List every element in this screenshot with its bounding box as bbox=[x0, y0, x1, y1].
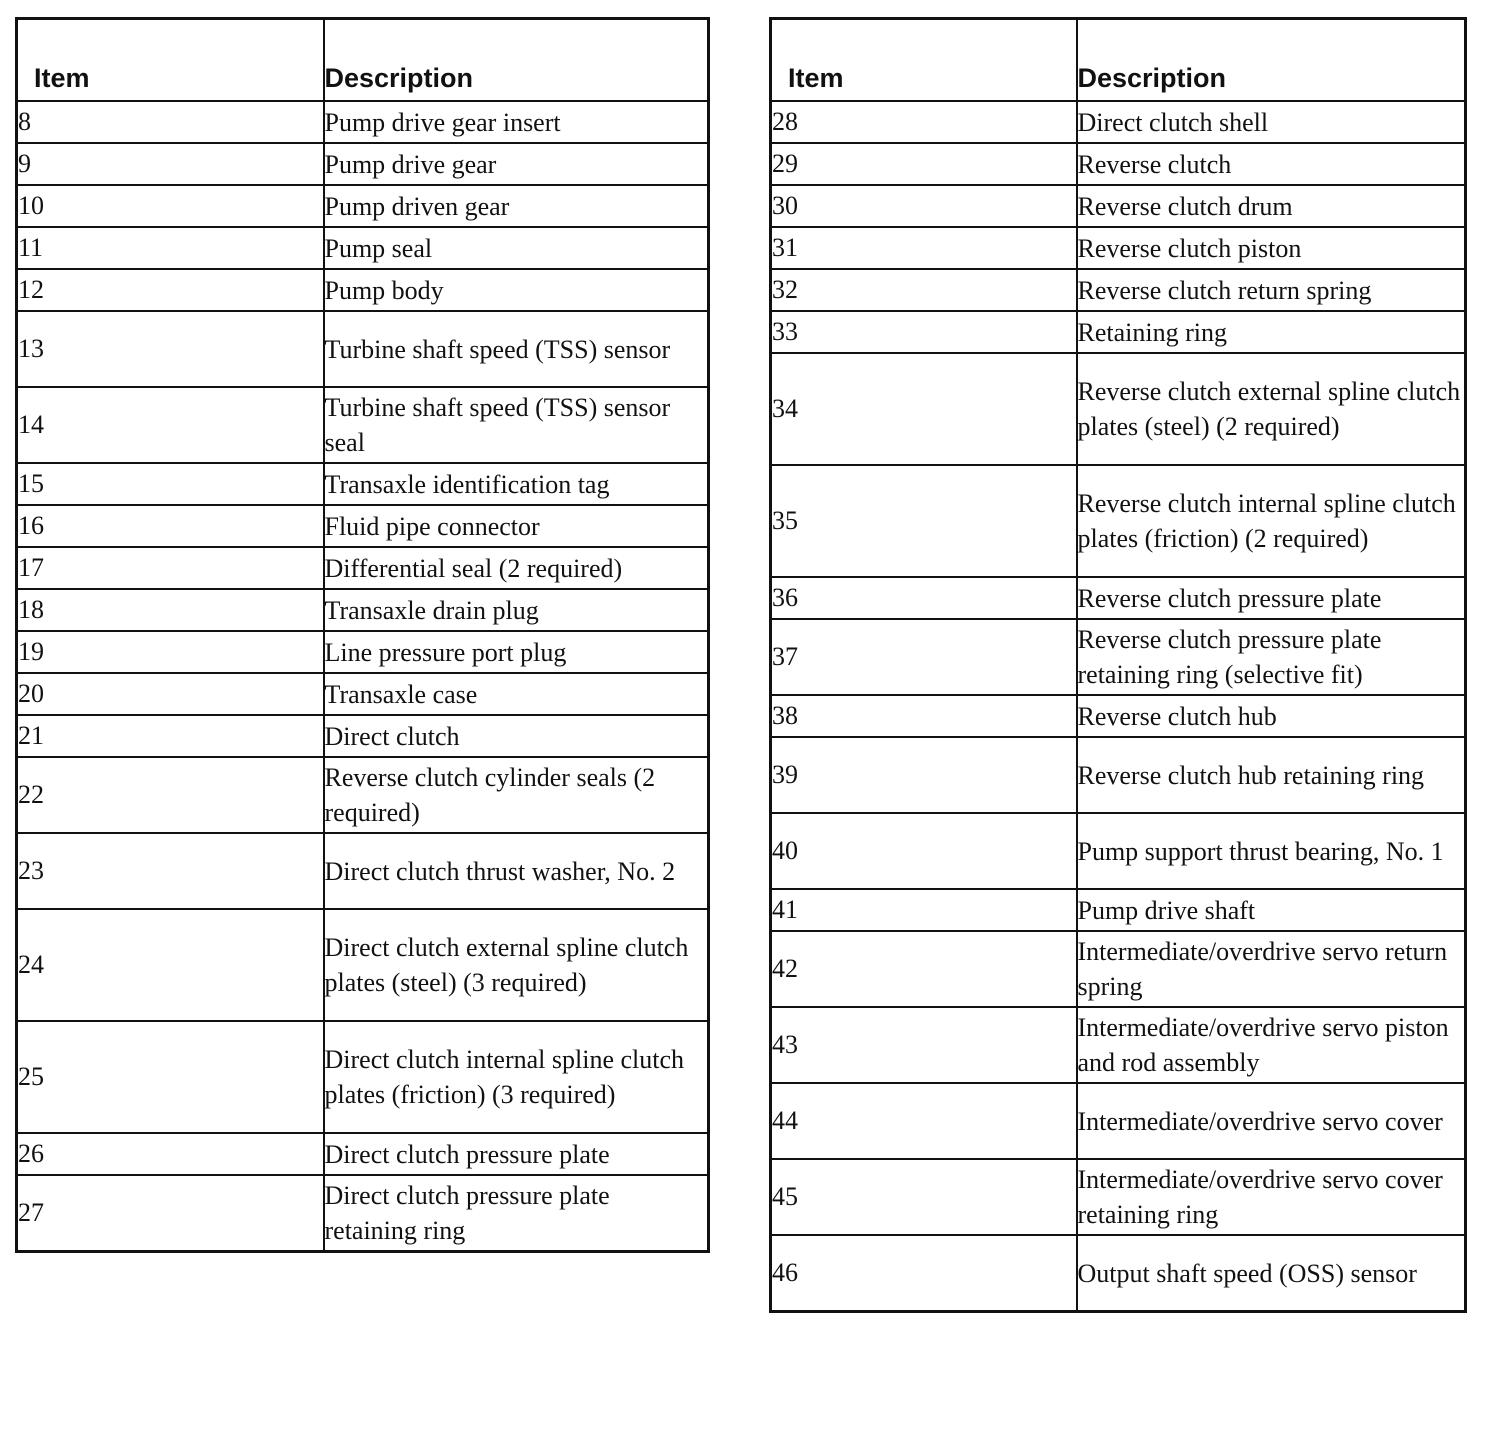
table-row bbox=[771, 269, 1466, 311]
item-number: 11 bbox=[17, 227, 324, 269]
table-row bbox=[771, 577, 1466, 619]
header-item: Item bbox=[771, 19, 1077, 102]
item-description: Reverse clutch drum bbox=[1077, 185, 1466, 227]
header-row bbox=[771, 19, 1466, 102]
item-number: 31 bbox=[771, 227, 1077, 269]
table-row bbox=[17, 589, 709, 631]
item-description: Transaxle identification tag bbox=[324, 463, 709, 505]
item-description: Reverse clutch cylinder seals (2 required) bbox=[324, 757, 709, 833]
item-description: Reverse clutch return spring bbox=[1077, 269, 1466, 311]
table-row bbox=[771, 1235, 1466, 1312]
table-row bbox=[771, 931, 1466, 1007]
parts-table-left bbox=[15, 17, 710, 1253]
item-number: 22 bbox=[17, 757, 324, 833]
item-description: Pump body bbox=[324, 269, 709, 311]
item-number: 41 bbox=[771, 889, 1077, 931]
table-row bbox=[771, 311, 1466, 353]
item-number: 27 bbox=[17, 1175, 324, 1252]
item-number: 13 bbox=[17, 311, 324, 387]
item-description: Reverse clutch pressure plate retaining ring (selective fit) bbox=[1077, 619, 1466, 695]
table-row bbox=[17, 1133, 709, 1175]
item-number: 36 bbox=[771, 577, 1077, 619]
item-number: 8 bbox=[17, 101, 324, 143]
item-description: Intermediate/overdrive servo cover retaining ring bbox=[1077, 1159, 1466, 1235]
item-number: 32 bbox=[771, 269, 1077, 311]
table-row bbox=[17, 1021, 709, 1133]
item-description: Pump drive gear bbox=[324, 143, 709, 185]
item-description: Reverse clutch external spline clutch plates (steel) (2 required) bbox=[1077, 353, 1466, 465]
header-description: Description bbox=[1077, 19, 1466, 102]
header-item: Item bbox=[17, 19, 324, 102]
table-row bbox=[771, 1083, 1466, 1159]
item-description: Pump support thrust bearing, No. 1 bbox=[1077, 813, 1466, 889]
item-description: Reverse clutch internal spline clutch plates (friction) (2 required) bbox=[1077, 465, 1466, 577]
item-number: 9 bbox=[17, 143, 324, 185]
item-number: 25 bbox=[17, 1021, 324, 1133]
table-row bbox=[17, 387, 709, 463]
table-row bbox=[771, 143, 1466, 185]
item-description: Reverse clutch bbox=[1077, 143, 1466, 185]
item-number: 37 bbox=[771, 619, 1077, 695]
item-description: Differential seal (2 required) bbox=[324, 547, 709, 589]
table-row bbox=[17, 909, 709, 1021]
item-description: Line pressure port plug bbox=[324, 631, 709, 673]
item-description: Retaining ring bbox=[1077, 311, 1466, 353]
item-description: Turbine shaft speed (TSS) sensor bbox=[324, 311, 709, 387]
item-description: Transaxle case bbox=[324, 673, 709, 715]
item-description: Intermediate/overdrive servo return spring bbox=[1077, 931, 1466, 1007]
header-description: Description bbox=[324, 19, 709, 102]
header-row bbox=[17, 19, 709, 102]
item-number: 17 bbox=[17, 547, 324, 589]
table-row bbox=[771, 813, 1466, 889]
item-number: 43 bbox=[771, 1007, 1077, 1083]
table-row bbox=[771, 695, 1466, 737]
table-row bbox=[771, 1159, 1466, 1235]
table-row bbox=[771, 101, 1466, 143]
item-description: Pump drive gear insert bbox=[324, 101, 709, 143]
item-number: 21 bbox=[17, 715, 324, 757]
item-number: 26 bbox=[17, 1133, 324, 1175]
item-description: Transaxle drain plug bbox=[324, 589, 709, 631]
item-description: Direct clutch pressure plate bbox=[324, 1133, 709, 1175]
item-description: Pump drive shaft bbox=[1077, 889, 1466, 931]
item-number: 44 bbox=[771, 1083, 1077, 1159]
item-description: Reverse clutch pressure plate bbox=[1077, 577, 1466, 619]
item-description: Intermediate/overdrive servo cover bbox=[1077, 1083, 1466, 1159]
item-number: 20 bbox=[17, 673, 324, 715]
table-row bbox=[17, 311, 709, 387]
table-row bbox=[17, 757, 709, 833]
item-number: 30 bbox=[771, 185, 1077, 227]
item-number: 16 bbox=[17, 505, 324, 547]
table-row bbox=[771, 619, 1466, 695]
item-number: 19 bbox=[17, 631, 324, 673]
item-description: Reverse clutch hub bbox=[1077, 695, 1466, 737]
item-description: Pump seal bbox=[324, 227, 709, 269]
table-row bbox=[17, 227, 709, 269]
item-number: 35 bbox=[771, 465, 1077, 577]
item-description: Direct clutch bbox=[324, 715, 709, 757]
item-number: 28 bbox=[771, 101, 1077, 143]
table-row bbox=[17, 673, 709, 715]
item-number: 42 bbox=[771, 931, 1077, 1007]
parts-table-right bbox=[769, 17, 1467, 1313]
table-row bbox=[17, 143, 709, 185]
table-row bbox=[771, 889, 1466, 931]
table-row bbox=[771, 353, 1466, 465]
item-number: 14 bbox=[17, 387, 324, 463]
table-row bbox=[17, 833, 709, 909]
item-number: 18 bbox=[17, 589, 324, 631]
item-number: 15 bbox=[17, 463, 324, 505]
item-description: Reverse clutch hub retaining ring bbox=[1077, 737, 1466, 813]
table-row bbox=[17, 715, 709, 757]
table-row bbox=[17, 505, 709, 547]
item-description: Direct clutch shell bbox=[1077, 101, 1466, 143]
item-description: Intermediate/overdrive servo piston and rod assembly bbox=[1077, 1007, 1466, 1083]
table-row bbox=[17, 101, 709, 143]
table-row bbox=[771, 465, 1466, 577]
item-description: Turbine shaft speed (TSS) sensor seal bbox=[324, 387, 709, 463]
item-description: Direct clutch thrust washer, No. 2 bbox=[324, 833, 709, 909]
item-number: 29 bbox=[771, 143, 1077, 185]
table-row bbox=[17, 185, 709, 227]
item-description: Fluid pipe connector bbox=[324, 505, 709, 547]
item-number: 34 bbox=[771, 353, 1077, 465]
item-number: 12 bbox=[17, 269, 324, 311]
table-row bbox=[771, 737, 1466, 813]
item-number: 23 bbox=[17, 833, 324, 909]
item-number: 40 bbox=[771, 813, 1077, 889]
item-number: 24 bbox=[17, 909, 324, 1021]
table-row bbox=[771, 227, 1466, 269]
item-number: 33 bbox=[771, 311, 1077, 353]
item-description: Pump driven gear bbox=[324, 185, 709, 227]
item-description: Direct clutch pressure plate retaining ring bbox=[324, 1175, 709, 1252]
item-number: 38 bbox=[771, 695, 1077, 737]
table-row bbox=[17, 463, 709, 505]
item-description: Reverse clutch piston bbox=[1077, 227, 1466, 269]
table-row bbox=[17, 547, 709, 589]
item-description: Direct clutch internal spline clutch plates (friction) (3 required) bbox=[324, 1021, 709, 1133]
table-row bbox=[771, 185, 1466, 227]
item-number: 10 bbox=[17, 185, 324, 227]
table-row bbox=[17, 631, 709, 673]
table-row bbox=[17, 269, 709, 311]
table-row bbox=[771, 1007, 1466, 1083]
item-number: 45 bbox=[771, 1159, 1077, 1235]
item-description: Direct clutch external spline clutch plates (steel) (3 required) bbox=[324, 909, 709, 1021]
item-description: Output shaft speed (OSS) sensor bbox=[1077, 1235, 1466, 1312]
item-number: 39 bbox=[771, 737, 1077, 813]
item-number: 46 bbox=[771, 1235, 1077, 1312]
table-row bbox=[17, 1175, 709, 1252]
